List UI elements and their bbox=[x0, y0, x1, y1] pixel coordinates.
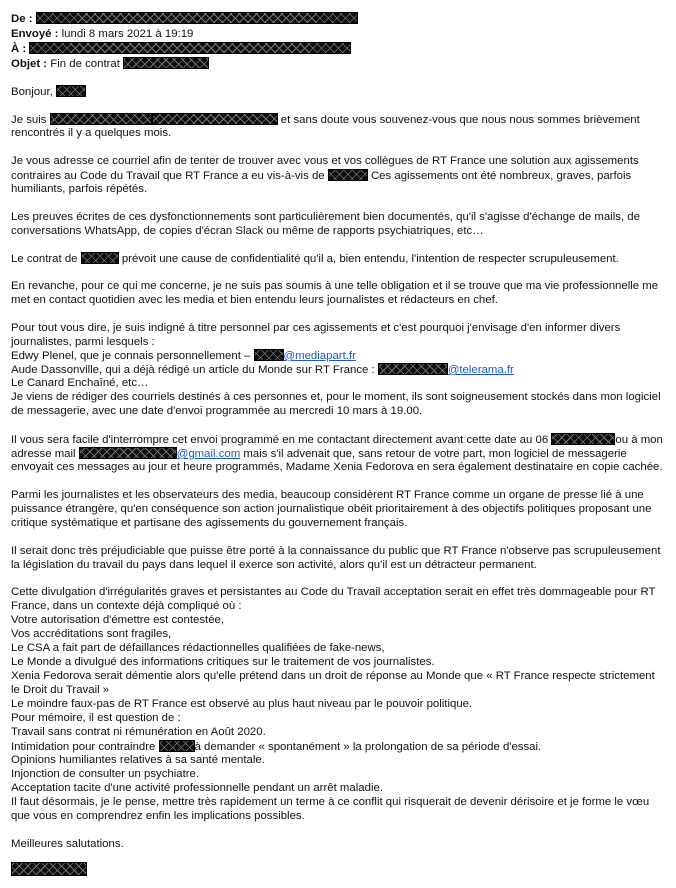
paragraph-line: Pour tout vous dire, je suis indigné à titre personnel par ces agissements et c'est pourquoi j'envisage d'en informer divers bbox=[11, 322, 621, 334]
list-item: Intimidation pour contraindre à demander « spontanément » la prolongation de sa période d'essai. bbox=[11, 741, 542, 753]
list-item: Votre autorisation d'émettre est contestée, bbox=[11, 614, 225, 626]
redaction-block bbox=[254, 349, 284, 361]
paragraph-line: Il faut désormais, je le pense, mettre très rapidement un terme à ce conflit qui risquerait de devenir dérisoire et je forme le vœu bbox=[11, 796, 650, 808]
paragraph-line: humiliants, parfois répétés. bbox=[11, 183, 148, 195]
list-item: Opinions humiliantes relatives à sa santé mentale. bbox=[11, 754, 265, 766]
redaction-block bbox=[11, 862, 87, 876]
list-item: Pour mémoire, il est question de : bbox=[11, 712, 181, 724]
list-item: le Droit du Travail » bbox=[11, 684, 110, 696]
paragraph-line: Edwy Plenel, que je connais personnellement – @mediapart.fr bbox=[11, 350, 356, 362]
redaction-block bbox=[551, 433, 615, 445]
list-item: Le Monde a divulgué des informations critiques sur le traitement de vos journalistes. bbox=[11, 656, 435, 668]
sent-label: Envoyé : bbox=[11, 28, 59, 40]
paragraph-line: Je vous adresse ce courriel afin de tenter de trouver avec vous et vos collègues de RT France une solution aux agissements bbox=[11, 155, 639, 167]
list-item: Xenia Fedorova serait démentie alors qu'elle prétend dans un droit de réponse au Monde que « RT France respecte strictement bbox=[11, 670, 655, 682]
email-link-telerama[interactable]: @telerama.fr bbox=[447, 364, 514, 376]
paragraph-line: Je viens de rédiger des courriels destinés à ces personnes et, pour le moment, ils sont soigneusement stockés dans mon logiciel bbox=[11, 391, 661, 403]
redaction-block bbox=[56, 85, 86, 97]
signature bbox=[11, 862, 87, 878]
subject-label: Objet : bbox=[11, 58, 48, 70]
redaction-block bbox=[378, 363, 448, 375]
closing: Meilleures salutations. bbox=[11, 838, 124, 850]
paragraph-line: Parmi les journalistes et les observateurs des media, beaucoup considèrent RT France comme un organe de presse lié à une bbox=[11, 489, 644, 501]
list-item: Le moindre faux-pas de RT France est observé au plus haut niveau par le pouvoir politique. bbox=[11, 698, 473, 710]
paragraph-line: de messagerie, avec une date d'envoi programmée au mercredi 10 mars à 19.00. bbox=[11, 405, 423, 417]
paragraph-line: Les preuves écrites de ces dysfonctionnements sont particulièrement bien documentés, qu'il s'agisse d'échange de mails, de bbox=[11, 211, 640, 223]
redaction-block bbox=[152, 113, 278, 125]
list-item: Vos accréditations sont fragiles, bbox=[11, 628, 172, 640]
redaction-block bbox=[36, 12, 358, 24]
paragraph-line: met en contact quotidien avec les media et bien entendu leurs journalistes et rédacteurs en chef. bbox=[11, 294, 498, 306]
paragraph-line: Il vous sera facile d'interrompre cet envoi programmé en me contactant directement avant cette date au 06 ou à mon bbox=[11, 434, 663, 446]
email-link-gmail[interactable]: @gmail.com bbox=[176, 448, 241, 460]
paragraph-line: Je suis et sans doute vous souvenez-vous que nous nous sommes brièvement bbox=[11, 114, 640, 126]
paragraph-line: puissance étrangère, qu'en conséquence son action journalistique obéit prioritairement à des objectifs politiques proposant une bbox=[11, 503, 652, 515]
list-item: Le CSA a fait part de défaillances rédactionnelles qualifiées de fake-news, bbox=[11, 642, 385, 654]
sent-row bbox=[11, 28, 193, 41]
paragraph-line: contraires au Code du Travail que RT France a eu vis-à-vis de Ces agissements ont été nombreux, graves, parfois bbox=[11, 170, 632, 182]
paragraph-line: Il serait donc très préjudiciable que puisse être porté à la connaissance du public que RT France n'observe pas scrupuleusement bbox=[11, 545, 661, 557]
subject-value: Fin de contrat bbox=[50, 58, 120, 70]
paragraph-line: journalistes, parmi lesquels : bbox=[11, 336, 155, 348]
greeting: Bonjour, bbox=[11, 85, 86, 99]
paragraph-line: Aude Dassonville, qui a déjà rédigé un article du Monde sur RT France : @telerama.fr bbox=[11, 364, 514, 376]
redaction-block bbox=[123, 57, 209, 69]
paragraph-line: adresse mail @gmail.com mais s'il advenait que, sans retour de votre part, mon logiciel de messagerie bbox=[11, 448, 627, 460]
paragraph-line: Le contrat de prévoit une cause de confidentialité qu'il a, bien entendu, l'intention de respecter scrupuleusement. bbox=[11, 253, 619, 265]
redaction-block bbox=[79, 447, 177, 459]
paragraph-line: envoyait ces messages au jour et heure programmés, Madame Xenia Fedorova en sera également destinataire en copie cachée. bbox=[11, 461, 663, 473]
to-label: À : bbox=[11, 43, 27, 55]
paragraph-line: rencontrés il y a quelques mois. bbox=[11, 127, 172, 139]
paragraph-line: que vous en comprendrez enfin les implications possibles. bbox=[11, 810, 305, 822]
sent-value: lundi 8 mars 2021 à 19:19 bbox=[61, 28, 194, 40]
paragraph-line: France, dans un contexte déjà compliqué où : bbox=[11, 600, 242, 612]
redaction-block bbox=[29, 42, 351, 54]
list-item: Travail sans contrat ni rémunération en Août 2020. bbox=[11, 726, 266, 738]
email-link-mediapart[interactable]: @mediapart.fr bbox=[283, 350, 356, 362]
paragraph-line: Cette divulgation d'irrégularités graves et persistantes au Code du Travail acceptation serait en effet très dommageable pour RT bbox=[11, 586, 656, 598]
redaction-block bbox=[328, 169, 368, 181]
paragraph-line: En revanche, pour ce qui me concerne, je ne suis pas soumis à une telle obligation et il se trouve que ma vie professionnelle me bbox=[11, 280, 659, 292]
from-row bbox=[11, 12, 358, 26]
subject-row bbox=[11, 57, 209, 71]
paragraph-line: la législation du travail du pays dans lequel il exerce son activité, alors qu'il est un détracteur permanent. bbox=[11, 559, 537, 571]
list-item: Injonction de consulter un psychiatre. bbox=[11, 768, 200, 780]
redaction-block bbox=[159, 740, 195, 752]
list-item: Acceptation tacite d'une activité professionnelle pendant un arrêt maladie. bbox=[11, 782, 383, 794]
redaction-block bbox=[50, 113, 152, 125]
to-row bbox=[11, 42, 351, 56]
from-label: De : bbox=[11, 13, 33, 25]
paragraph-line: Le Canard Enchaîné, etc… bbox=[11, 377, 149, 389]
paragraph-line: conversations WhatsApp, de copies d'écran Slack ou même de rapports psychiatriques, etc… bbox=[11, 225, 484, 237]
paragraph-line: critique systématique et partisane des agissements du gouvernement français. bbox=[11, 517, 408, 529]
redaction-block bbox=[81, 252, 119, 264]
